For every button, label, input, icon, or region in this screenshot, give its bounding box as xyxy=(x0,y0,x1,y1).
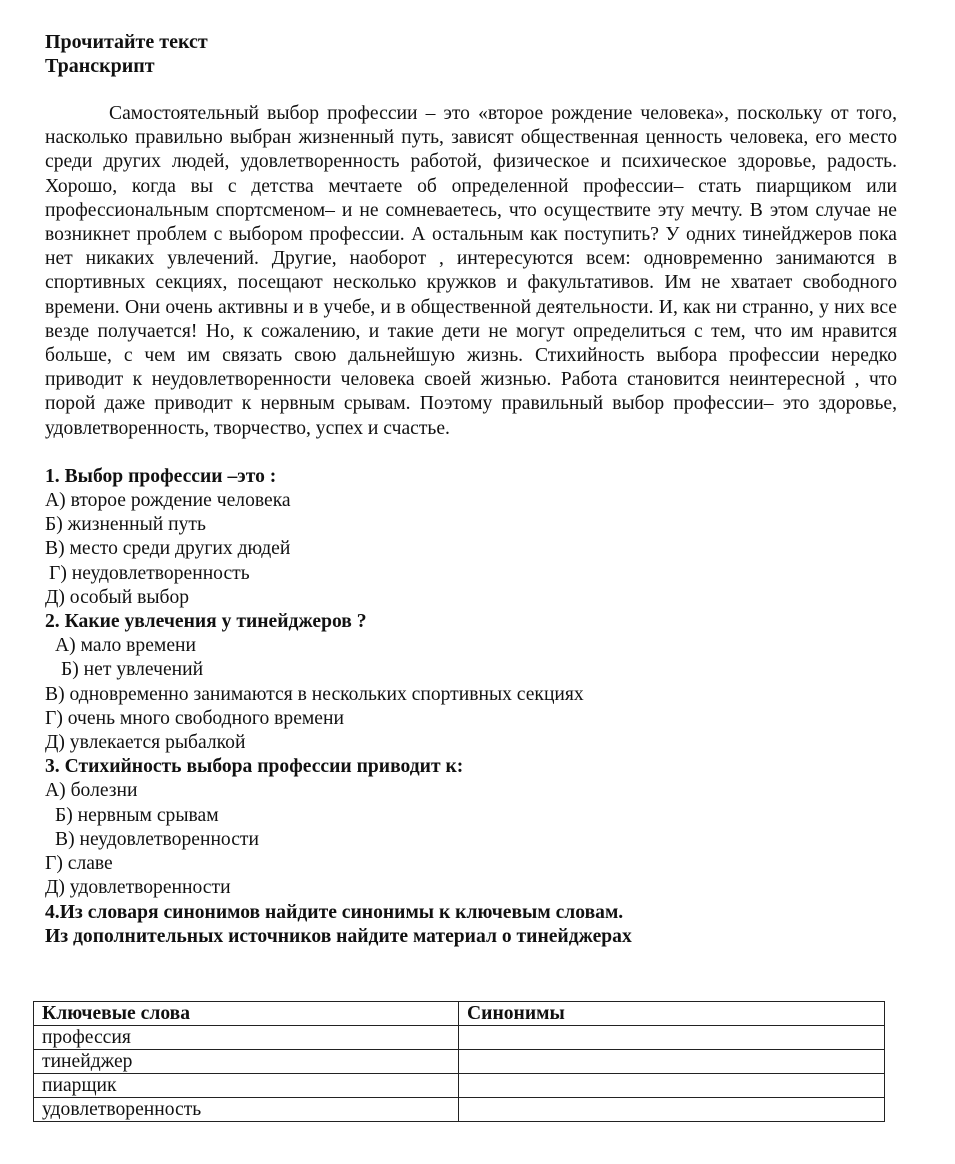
keyword-cell: профессия xyxy=(34,1026,459,1050)
table-header-row xyxy=(34,1002,885,1026)
question-3-option-a: А) болезни xyxy=(45,780,138,802)
question-3: 3. Стихийность выбора профессии приводит к: xyxy=(45,756,464,778)
questions-block xyxy=(45,465,897,949)
keyword-cell: удовлетворенность xyxy=(34,1098,459,1122)
table-header-synonyms: Синонимы xyxy=(459,1002,885,1026)
table-header-keywords: Ключевые слова xyxy=(34,1002,459,1026)
question-2-option-c: В) одновременно занимаются в нескольких спортивных секциях xyxy=(45,683,584,705)
synonym-cell[interactable] xyxy=(459,1074,885,1098)
question-3-option-c: В) неудовлетворенности xyxy=(55,828,259,850)
keyword-cell: тинейджер xyxy=(34,1050,459,1074)
document-page xyxy=(45,30,897,949)
question-3-option-b: Б) нервным срывам xyxy=(55,804,219,826)
table-row xyxy=(34,1026,885,1050)
synonym-cell[interactable] xyxy=(459,1050,885,1074)
task-4-line-2: Из дополнительных источников найдите материал о тинейджерах xyxy=(45,925,632,947)
table-row xyxy=(34,1050,885,1074)
question-2-option-a: А) мало времени xyxy=(55,635,196,657)
reading-text: Самостоятельный выбор профессии – это «второе рождение человека», поскольку от того, насколько правильно выбран жизненный путь, зависят общественная ценность человека, его место среди других людей, удовлетворенность работой, физическое и психическое здоровье, радость. Хорошо, когда вы с детства мечтаете об определенной профессии– стать пиарщиком или профессиональным спортсменом– и не сомневаетесь, что осуществите эту мечту. В этом случае не возникнет проблем с выбором профессии. А остальным как поступить? У одних тинейджеров пока нет никаких увлечений. Другие, наоборот , интересуются всем: одновременно занимаются в спортивных секциях, посещают несколько кружков и факультативов. Им не хватает свободного времени. Они очень активны и в учебе, и в общественной деятельности. И, как ни странно, у них все везде получается! Но, к сожалению, и такие дети не могут определиться с тем, что им нравится больше, с чем им связать свою дальнейшую жизнь. Стихийность выбора профессии нередко приводит к неудовлетворенности человека своей жизнью. Работа становится неинтересной , что порой даже приводит к нервным срывам. Поэтому правильный выбор профессии– это здоровье, удовлетворенность, творчество, успех и счастье. xyxy=(45,103,897,439)
question-2-option-b: Б) нет увлечений xyxy=(61,659,204,681)
keyword-cell: пиарщик xyxy=(34,1074,459,1098)
table-row xyxy=(34,1074,885,1098)
question-1-option-b: Б) жизненный путь xyxy=(45,514,206,536)
question-1-option-c: В) место среди других дюдей xyxy=(45,538,291,560)
question-2-option-d: Г) очень много свободного времени xyxy=(45,707,344,729)
question-1-option-d: Г) неудовлетворенность xyxy=(49,562,250,584)
question-1-option-e: Д) особый выбор xyxy=(45,586,190,608)
question-3-option-e: Д) удовлетворенности xyxy=(45,877,231,899)
table-row xyxy=(34,1098,885,1122)
page-title: Прочитайте текст xyxy=(45,31,208,53)
task-4-line-1: 4.Из словаря синонимов найдите синонимы к ключевым словам. xyxy=(45,901,624,923)
keywords-table xyxy=(33,1001,885,1122)
synonym-cell[interactable] xyxy=(459,1026,885,1050)
question-1: 1. Выбор профессии –это : xyxy=(45,465,277,487)
page-subtitle: Транскрипт xyxy=(45,55,155,77)
question-2: 2. Какие увлечения у тинейджеров ? xyxy=(45,611,367,633)
synonym-cell[interactable] xyxy=(459,1098,885,1122)
question-2-option-e: Д) увлекается рыбалкой xyxy=(45,732,246,754)
question-1-option-a: А) второе рождение человека xyxy=(45,490,291,512)
question-3-option-d: Г) славе xyxy=(45,853,113,875)
